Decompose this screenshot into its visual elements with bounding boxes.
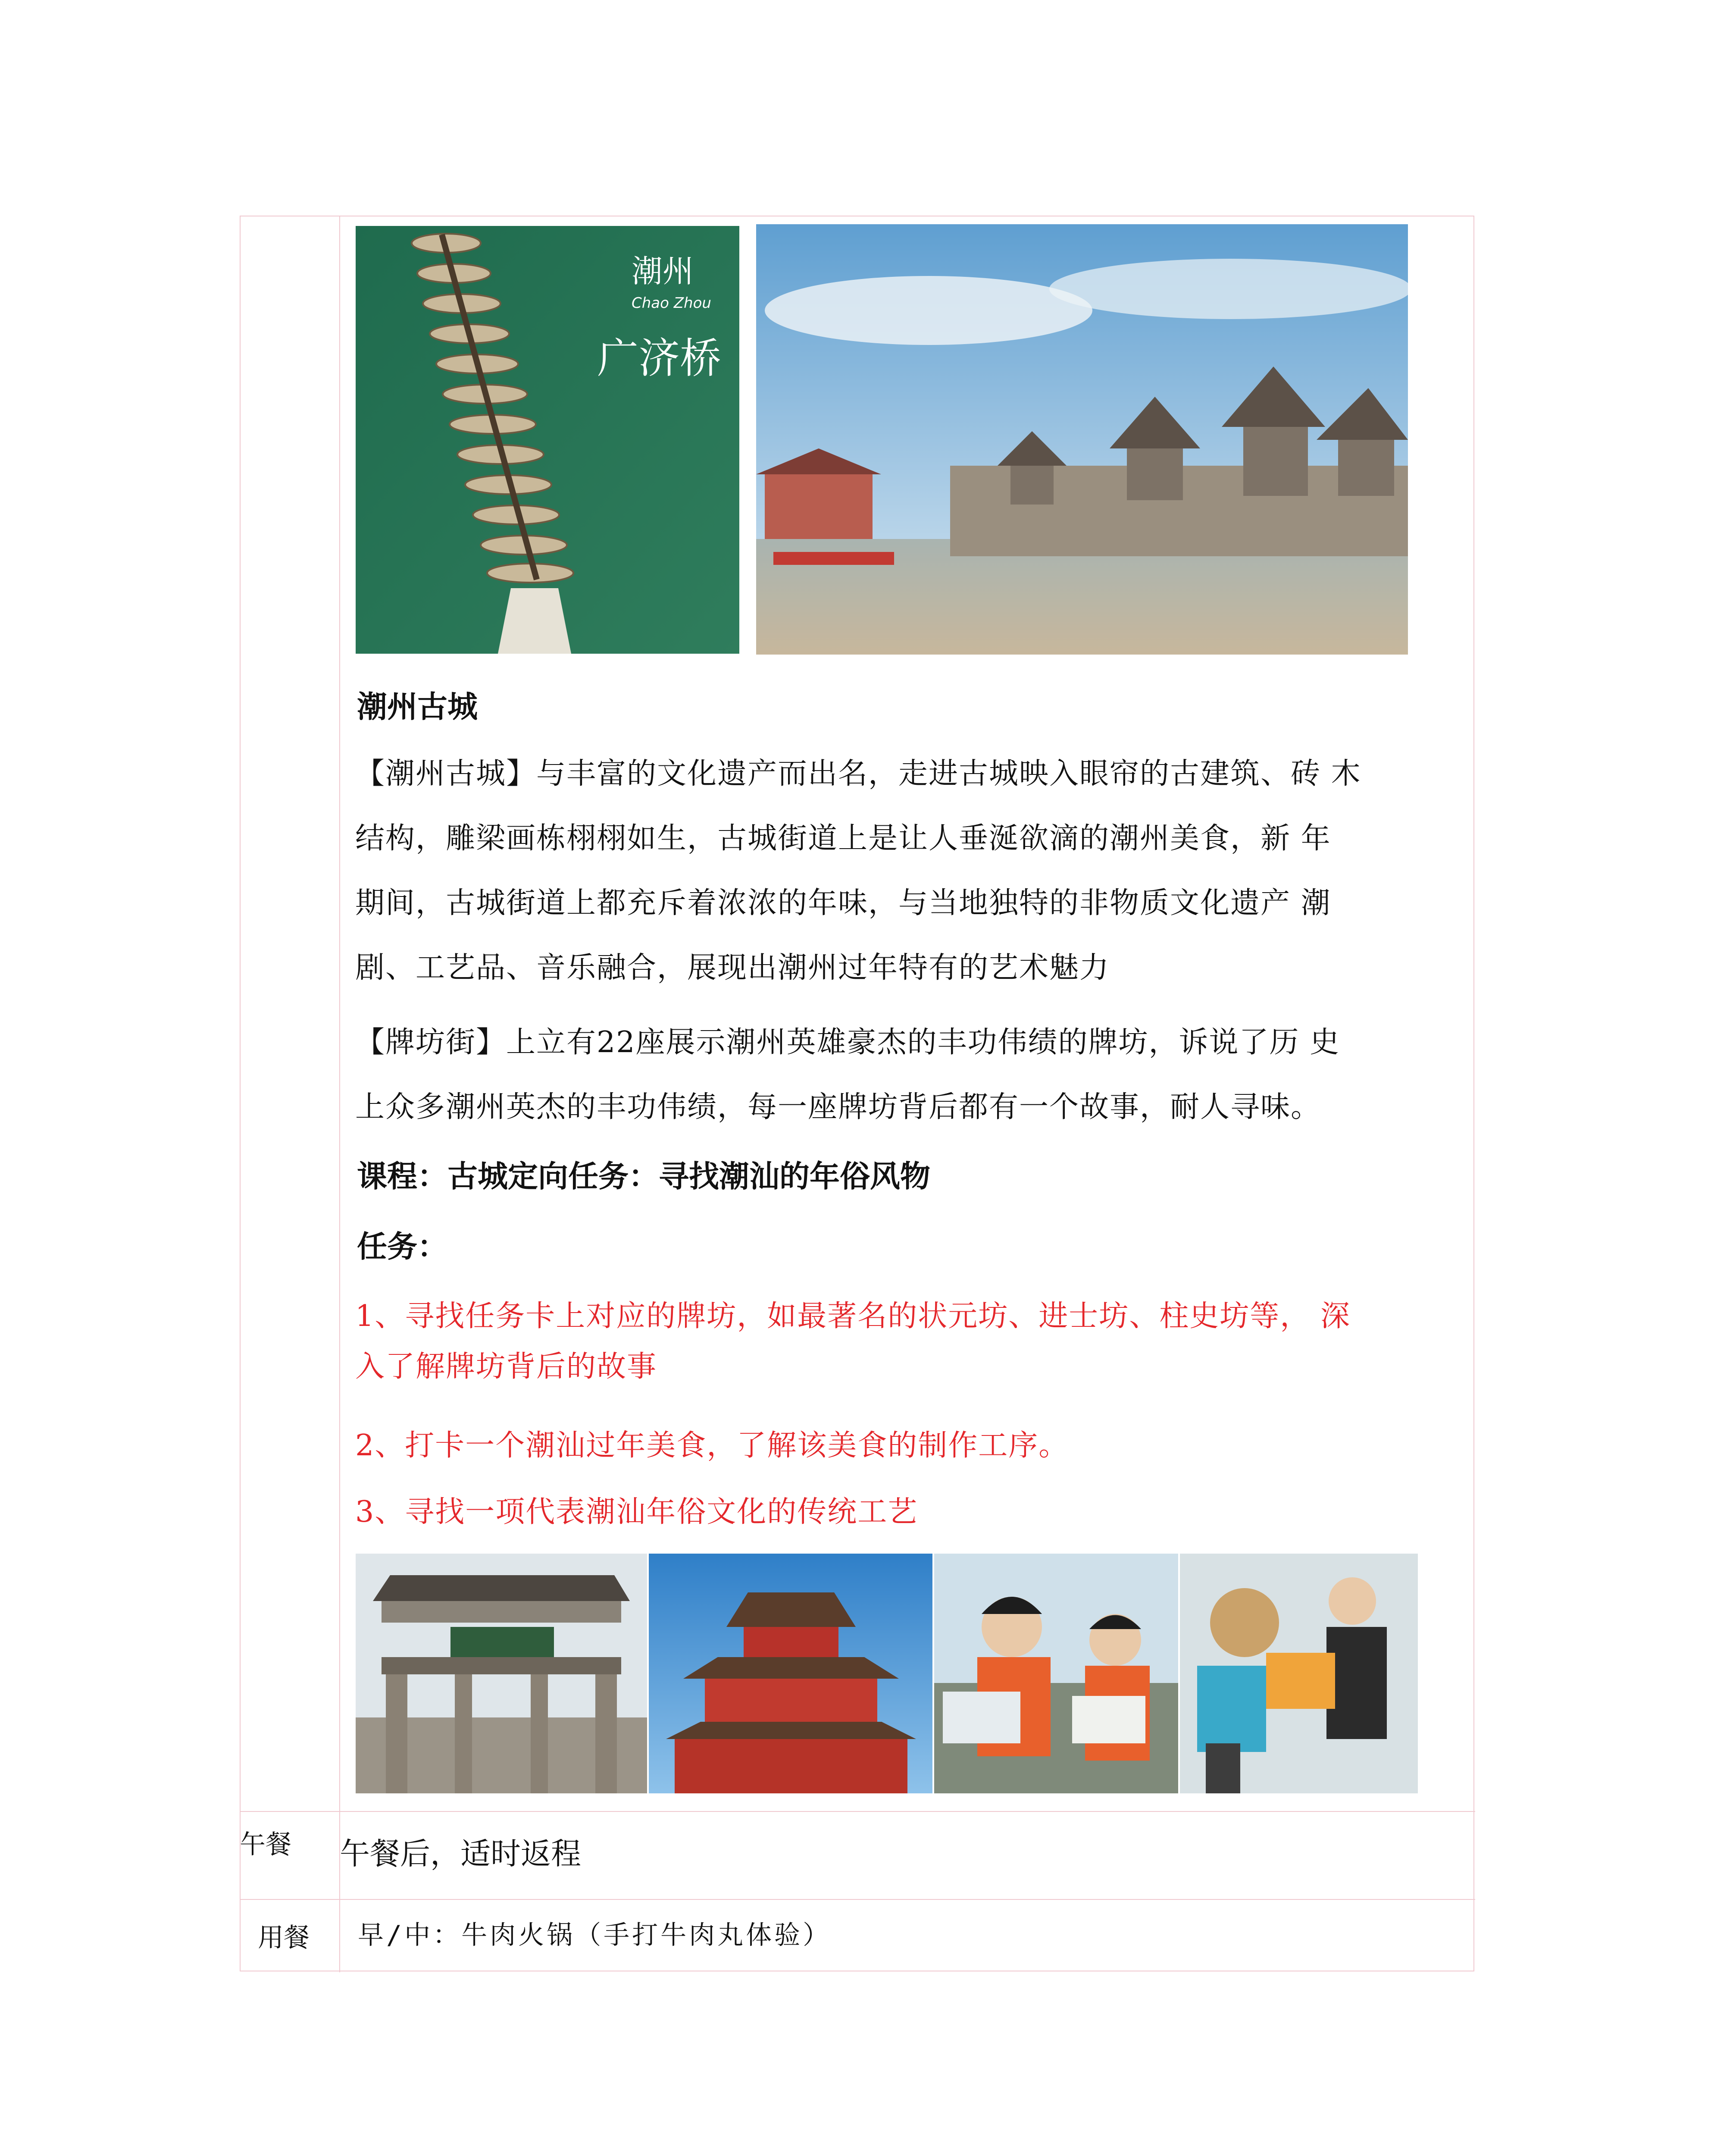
paragraph-line: 【潮州古城】与丰富的文化遗产而出名，走进古城映入眼帘的古建筑、砖 木	[355, 757, 1361, 791]
meal-row-label: 用餐	[258, 1923, 310, 1953]
section-title: 潮州古城	[357, 689, 478, 724]
lunch-row-text: 午餐后，适时返程	[340, 1836, 581, 1871]
guangji-bridge-aerial-photo	[356, 226, 739, 654]
children-reading-map-photo	[934, 1554, 1178, 1793]
paragraph-line: 【牌坊街】上立有22座展示潮州英雄豪杰的丰功伟绩的牌坊，诉说了历 史	[355, 1025, 1340, 1059]
red-pavilion-tower-photo	[649, 1554, 932, 1793]
row-divider-lunch	[241, 1811, 1475, 1812]
task-item-line: 1、寻找任务卡上对应的牌坊，如最著名的状元坊、进士坊、柱史坊等， 深	[355, 1299, 1351, 1333]
overlay-romanized-text: Chao Zhou	[632, 295, 711, 312]
paragraph-line: 剧、工艺品、音乐融合，展现出潮州过年特有的艺术魅力	[355, 951, 1110, 985]
paragraph-line: 期间，古城街道上都充斥着浓浓的年味，与当地独特的非物质文化遗产 潮	[355, 886, 1331, 920]
task-label: 任务：	[357, 1229, 447, 1264]
course-heading: 课程：古城定向任务：寻找潮汕的年俗风物	[357, 1159, 930, 1194]
column-divider	[339, 216, 340, 1972]
task-item-line: 入了解牌坊背后的故事	[355, 1350, 657, 1384]
paragraph-line: 上众多潮州英杰的丰功伟绩，每一座牌坊背后都有一个故事，耐人寻味。	[355, 1090, 1321, 1124]
paragraph-line: 结构，雕梁画栋栩栩如生，古城街道上是让人垂涎欲滴的潮州美食，新 年	[355, 821, 1331, 856]
lunch-row-label: 午餐	[240, 1830, 291, 1860]
children-task-card-photo	[1180, 1554, 1418, 1793]
overlay-city-text: 潮州	[632, 253, 694, 289]
row-divider-meal	[241, 1899, 1475, 1900]
overlay-bridge-text: 广济桥	[597, 334, 721, 382]
task-item-line: 2、打卡一个潮汕过年美食，了解该美食的制作工序。	[355, 1429, 1069, 1463]
task-item-line: 3、寻找一项代表潮汕年俗文化的传统工艺	[355, 1495, 918, 1529]
meal-row-text: 早/中：牛肉火锅（手打牛肉丸体验）	[358, 1920, 832, 1950]
memorial-archway-photo	[356, 1554, 647, 1793]
guangji-bridge-waterfront-photo	[756, 224, 1408, 655]
